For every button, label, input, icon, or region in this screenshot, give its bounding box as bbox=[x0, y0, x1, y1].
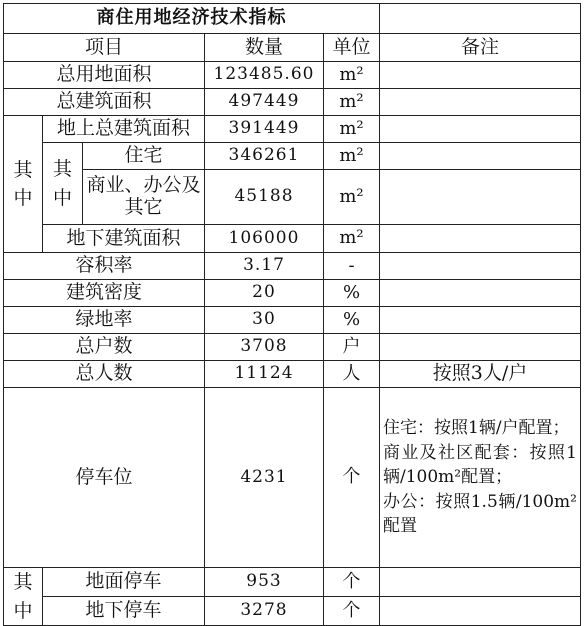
group-label-above-ground: 其中 bbox=[43, 143, 83, 225]
row-note: 按照3人/户 bbox=[380, 361, 581, 388]
row-unit: m² bbox=[324, 143, 380, 170]
row-unit: 户 bbox=[324, 334, 380, 361]
row-note bbox=[380, 116, 581, 143]
row-note bbox=[380, 334, 581, 361]
row-note bbox=[380, 170, 581, 225]
table-row bbox=[4, 62, 581, 89]
table-row bbox=[4, 361, 581, 388]
table-row bbox=[4, 597, 581, 626]
table-row bbox=[4, 334, 581, 361]
row-quantity: 30 bbox=[205, 307, 324, 334]
header-quantity: 数量 bbox=[205, 34, 324, 62]
table-row bbox=[4, 568, 581, 597]
table-row bbox=[4, 280, 581, 307]
row-note bbox=[380, 253, 581, 280]
table-title: 商住用地经济技术指标 bbox=[4, 4, 380, 34]
economic-indicators-table bbox=[3, 3, 581, 626]
parking-note-line: 住宅：按照1辆/户配置； bbox=[383, 417, 570, 438]
table-row bbox=[4, 116, 581, 143]
row-label: 建筑密度 bbox=[4, 280, 205, 307]
row-unit: % bbox=[324, 280, 380, 307]
row-unit: m² bbox=[324, 170, 380, 225]
table-row bbox=[4, 307, 581, 334]
row-note bbox=[380, 597, 581, 626]
header-note: 备注 bbox=[380, 34, 581, 62]
row-label: 地下建筑面积 bbox=[43, 225, 205, 253]
row-label: 绿地率 bbox=[4, 307, 205, 334]
row-unit: m² bbox=[324, 225, 380, 253]
row-quantity: 497449 bbox=[205, 89, 324, 116]
row-unit: 个 bbox=[324, 388, 380, 568]
row-note bbox=[380, 307, 581, 334]
row-quantity: 3278 bbox=[205, 597, 324, 626]
row-label: 容积率 bbox=[4, 253, 205, 280]
row-note bbox=[380, 62, 581, 89]
row-quantity: 953 bbox=[205, 568, 324, 597]
header-item: 项目 bbox=[4, 34, 205, 62]
row-quantity: 45188 bbox=[205, 170, 324, 225]
row-quantity: 3.17 bbox=[205, 253, 324, 280]
row-unit: 个 bbox=[324, 568, 380, 597]
header-row bbox=[4, 34, 581, 62]
row-note bbox=[380, 568, 581, 597]
row-note bbox=[380, 225, 581, 253]
row-unit: m² bbox=[324, 62, 380, 89]
parking-note-line: 商业及社区配套：按照1辆/100m²配置； bbox=[383, 442, 577, 488]
header-unit: 单位 bbox=[324, 34, 380, 62]
row-label: 地下停车 bbox=[43, 597, 205, 626]
row-label: 地面停车 bbox=[43, 568, 205, 597]
row-quantity: 391449 bbox=[205, 116, 324, 143]
row-label: 总人数 bbox=[4, 361, 205, 388]
table-row bbox=[4, 225, 581, 253]
parking-note bbox=[380, 388, 581, 568]
row-unit: % bbox=[324, 307, 380, 334]
table-row bbox=[4, 89, 581, 116]
row-quantity: 106000 bbox=[205, 225, 324, 253]
row-label: 停车位 bbox=[4, 388, 205, 568]
row-unit: - bbox=[324, 253, 380, 280]
row-unit: 人 bbox=[324, 361, 380, 388]
row-quantity: 20 bbox=[205, 280, 324, 307]
row-quantity: 11124 bbox=[205, 361, 324, 388]
row-label: 住宅 bbox=[83, 143, 205, 170]
row-unit: 个 bbox=[324, 597, 380, 626]
group-label-area: 其中 bbox=[4, 116, 43, 253]
parking-note-line: 办公：按照1.5辆/100m²配置 bbox=[383, 491, 577, 537]
row-note bbox=[380, 89, 581, 116]
row-unit: m² bbox=[324, 116, 380, 143]
row-quantity: 346261 bbox=[205, 143, 324, 170]
row-label: 总建筑面积 bbox=[4, 89, 205, 116]
row-note bbox=[380, 143, 581, 170]
title-row bbox=[4, 4, 581, 34]
row-quantity: 4231 bbox=[205, 388, 324, 568]
row-note bbox=[380, 280, 581, 307]
row-label: 总用地面积 bbox=[4, 62, 205, 89]
row-quantity: 3708 bbox=[205, 334, 324, 361]
row-quantity: 123485.60 bbox=[205, 62, 324, 89]
group-label-parking: 其中 bbox=[4, 568, 43, 626]
table-row bbox=[4, 388, 581, 568]
row-label: 地上总建筑面积 bbox=[43, 116, 205, 143]
row-unit: m² bbox=[324, 89, 380, 116]
table-row bbox=[4, 253, 581, 280]
table-row bbox=[4, 143, 581, 170]
title-blank-cell bbox=[380, 4, 581, 34]
row-label: 商业、办公及其它 bbox=[83, 170, 205, 225]
row-label: 总户数 bbox=[4, 334, 205, 361]
table-row bbox=[4, 170, 581, 225]
